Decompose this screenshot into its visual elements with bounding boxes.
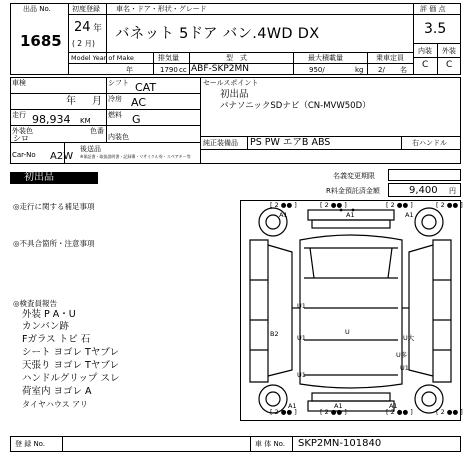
damage-mark: U1 bbox=[400, 364, 409, 372]
year-unit: 年 bbox=[93, 24, 103, 34]
damage-mark: A1 bbox=[389, 402, 398, 410]
car-no-value: A2W bbox=[50, 151, 74, 162]
name-label: 車名・ドア・形状・グレード bbox=[116, 5, 207, 13]
tire-label: [ 2 ●● ] bbox=[320, 201, 347, 209]
footer-grid bbox=[10, 436, 461, 452]
lot-number: 1685 bbox=[20, 32, 62, 50]
max-load-label: 最大積載量 bbox=[308, 54, 343, 62]
damage-mark: A1 bbox=[288, 402, 297, 410]
mileage-unit: KM bbox=[80, 117, 91, 125]
damage-mark: A1 bbox=[405, 211, 414, 219]
color-value: シロ bbox=[13, 134, 29, 143]
max-load-value: 950/ bbox=[309, 66, 325, 74]
displacement-value: 1790 bbox=[160, 66, 178, 74]
first-listing-banner: 初出品 bbox=[10, 172, 98, 184]
tire-label: [ 2 ●● ] bbox=[320, 408, 347, 416]
model-code: ABF-SKP2MN bbox=[191, 64, 250, 74]
recycle-label: R料金預託済金額 bbox=[326, 187, 380, 195]
sales-point-label: セールスポイント bbox=[203, 79, 259, 87]
inspector-line: 荷室内 ヨゴレ A bbox=[22, 386, 92, 397]
tire-label: [ 2 ●● ] bbox=[386, 408, 413, 416]
capacity-unit: 名 bbox=[400, 66, 407, 74]
documents-label: 後送品 bbox=[80, 145, 101, 153]
fuel-value: G bbox=[132, 113, 141, 126]
max-load-unit: kg bbox=[355, 66, 364, 74]
chassis-label: 車 体 No. bbox=[255, 440, 286, 448]
wheel-front-right bbox=[415, 208, 443, 236]
damage-mark: U1 bbox=[297, 371, 306, 379]
damage-mark: A1 bbox=[279, 211, 288, 219]
damage-mark: B2 bbox=[270, 330, 279, 338]
interior-grade: C bbox=[422, 60, 429, 70]
inspector-line: シート ヨゴレ Tヤブレ bbox=[22, 347, 119, 358]
mileage-label: 走行 bbox=[12, 111, 26, 119]
lot-label: 出品 No. bbox=[23, 5, 51, 13]
exterior-grade: C bbox=[446, 60, 453, 70]
damage-mark: U大 bbox=[403, 334, 415, 342]
steering-value: 右ハンドル bbox=[412, 139, 447, 147]
fuel-label: 燃料 bbox=[108, 111, 122, 119]
sales-point-line1: 初出品 bbox=[220, 89, 249, 100]
equipment-label: 純正装備品 bbox=[203, 139, 238, 147]
inspector-line: タイヤハウス アリ bbox=[22, 400, 88, 409]
tire-label: [ 2 ●● ] bbox=[436, 201, 463, 209]
inspector-line: 外装 P A・U bbox=[22, 309, 76, 320]
year-value: 24 bbox=[74, 20, 91, 35]
inspector-line: ハンドルグリップ スレ bbox=[22, 373, 120, 384]
inspector-line: Fガラス トビ 石 bbox=[22, 334, 91, 345]
interior-color-label: 内装色 bbox=[108, 133, 129, 141]
month-value: ( 2 月) bbox=[72, 39, 95, 48]
displacement-unit: cc bbox=[179, 66, 187, 74]
score-value: 3.5 bbox=[424, 21, 447, 37]
tire-label: [ 2 ●● ] bbox=[270, 408, 297, 416]
capacity-value: 2/ bbox=[378, 66, 385, 74]
mileage-value: 98,934 bbox=[32, 113, 71, 126]
reg-no-label: 登 録 No. bbox=[15, 440, 46, 448]
color-label: 外装色 bbox=[12, 127, 33, 135]
damage-mark: A1 bbox=[346, 211, 355, 219]
inspection-year-unit: 年 bbox=[66, 96, 76, 107]
tire-label: [ 2 ●● ] bbox=[436, 408, 463, 416]
ac-label: 冷房 bbox=[108, 95, 122, 103]
defect-notes-label: ◎不具合箇所・注意事項 bbox=[13, 239, 95, 248]
interior-label: 内装 bbox=[418, 47, 432, 55]
model-year-label: Model Year of Make bbox=[71, 54, 134, 62]
shift-value: CAT bbox=[135, 81, 157, 94]
year-row-unit: 年 bbox=[126, 66, 133, 74]
damage-mark: U多 bbox=[396, 351, 408, 359]
recycle-unit: 円 bbox=[449, 187, 456, 195]
damage-mark: A1 bbox=[334, 402, 343, 410]
documents-sub: ※保証書・取扱説明書・記録簿・リサイクル券・スペアキー等 bbox=[80, 154, 191, 159]
equipment-value: PS PW エアB ABS bbox=[250, 137, 331, 148]
damage-mark: U1 bbox=[297, 334, 306, 342]
inspector-report-label: ◎検査員報告 bbox=[13, 299, 58, 308]
exterior-label: 外装 bbox=[442, 47, 456, 55]
name-change-label: 名義変更期限 bbox=[333, 172, 375, 180]
tire-label: [ 2 ●● ] bbox=[270, 201, 297, 209]
model-code-label: 型 式 bbox=[226, 54, 247, 62]
recycle-value: 9,400 bbox=[409, 185, 438, 196]
score-label: 評 価 点 bbox=[420, 5, 446, 13]
inspector-line: 天張り ヨゴレ Tヤブレ bbox=[22, 360, 119, 371]
color-no-label: 色番 bbox=[90, 127, 104, 135]
inspection-label: 車検 bbox=[12, 79, 26, 87]
sales-point-line2: パナソニックSDナビ（CN-MVW50D） bbox=[220, 101, 371, 111]
shift-label: シフト bbox=[108, 79, 129, 87]
chassis-value: SKP2MN-101840 bbox=[298, 438, 382, 449]
damage-mark: U1 bbox=[297, 302, 306, 310]
damage-mark: U bbox=[345, 328, 350, 336]
running-notes-label: ◎走行に関する補足事項 bbox=[13, 202, 95, 211]
first-reg-label: 初度登録 bbox=[72, 5, 100, 13]
ac-value: AC bbox=[131, 96, 147, 109]
capacity-label: 乗車定員 bbox=[376, 54, 404, 62]
car-name: バネット 5ドア バン.4WD DX bbox=[115, 26, 320, 42]
displacement-label: 排気量 bbox=[158, 54, 179, 62]
inspection-month-unit: 月 bbox=[92, 96, 102, 107]
car-no-label: Car-No bbox=[12, 151, 36, 159]
tire-label: [ 2 ●● ] bbox=[386, 201, 413, 209]
vehicle-outline bbox=[240, 200, 461, 421]
inspector-line: カンバン跡 bbox=[22, 321, 69, 332]
